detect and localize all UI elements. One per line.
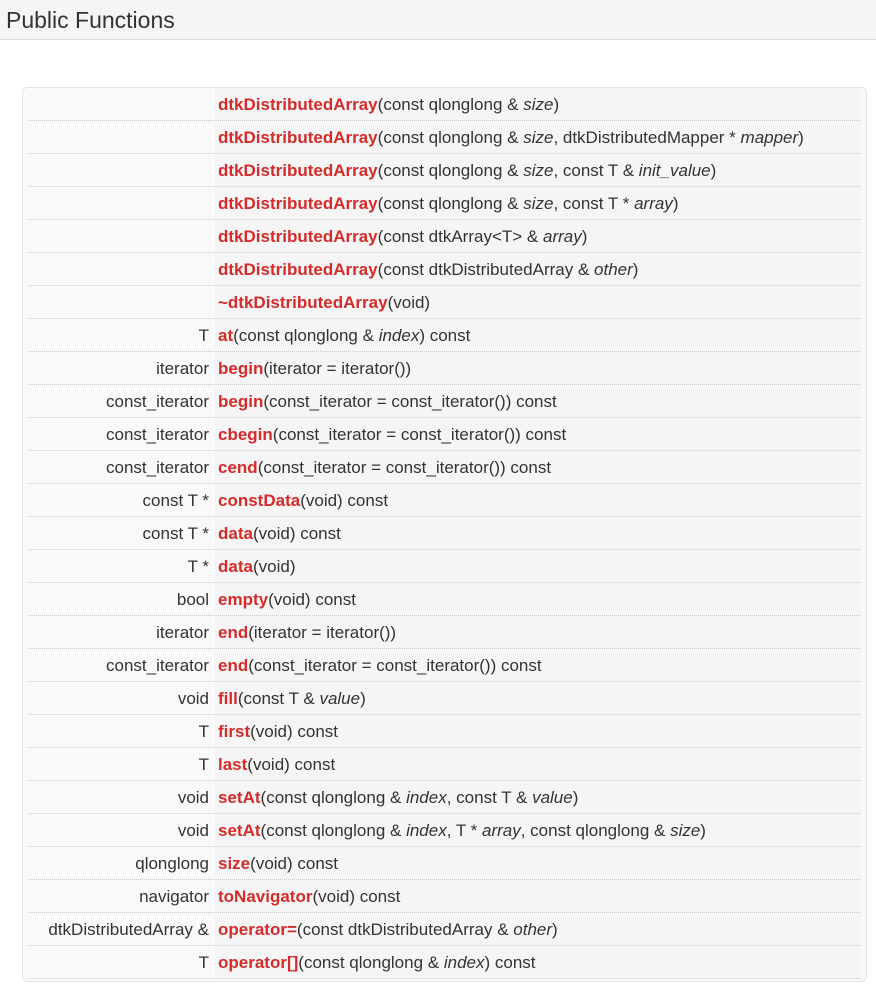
function-row	[28, 748, 861, 781]
function-signature	[213, 748, 861, 780]
function-arguments	[393, 293, 430, 312]
function-arguments	[254, 623, 396, 642]
function-arguments	[383, 128, 804, 147]
function-arguments	[266, 788, 578, 807]
parameter-name: other	[594, 260, 633, 279]
parameter-type: ) const	[484, 953, 536, 972]
function-row	[28, 319, 861, 352]
function-name-link[interactable]: data	[218, 557, 253, 576]
function-arguments	[259, 524, 341, 543]
function-signature	[213, 781, 861, 813]
parameter-type: void) const	[255, 854, 339, 873]
open-paren: (	[298, 953, 304, 972]
return-type	[28, 88, 213, 120]
parameter-type: const qlonglong &	[303, 953, 444, 972]
function-signature	[213, 187, 861, 219]
return-type: const_iterator	[106, 392, 209, 411]
function-name-link[interactable]: constData	[218, 491, 301, 510]
parameter-name: other	[513, 920, 553, 939]
function-row	[28, 781, 861, 814]
parameter-type: )	[798, 128, 804, 147]
function-signature	[213, 550, 861, 582]
open-paren: (	[248, 656, 254, 675]
function-row	[28, 286, 861, 319]
function-name-link[interactable]: dtkDistributedArray	[218, 128, 378, 147]
function-signature	[213, 484, 861, 516]
function-name-link[interactable]: dtkDistributedArray	[218, 227, 378, 246]
function-name-link[interactable]: begin	[218, 359, 264, 378]
open-paren: (	[377, 95, 384, 114]
parameter-name: size	[523, 128, 554, 147]
parameter-type: const qlonglong &	[238, 326, 379, 345]
function-name-link[interactable]: setAt	[218, 788, 261, 807]
function-arguments	[303, 920, 558, 939]
parameter-type: const_iterator = const_iterator()) const	[278, 425, 567, 444]
function-arguments	[256, 854, 338, 873]
function-row	[28, 847, 861, 880]
function-arguments	[253, 755, 335, 774]
parameter-type: , const T &	[553, 161, 639, 180]
parameter-type: const T &	[243, 689, 320, 708]
return-type: const_iterator	[106, 458, 209, 477]
parameter-type: void)	[393, 293, 431, 312]
open-paren: (	[263, 359, 270, 378]
parameter-type: iterator = iterator())	[269, 359, 412, 378]
parameter-type: void) const	[318, 887, 401, 906]
parameter-name: init_value	[638, 161, 711, 180]
open-paren: (	[260, 821, 267, 840]
return-type: T	[198, 953, 209, 972]
function-arguments	[259, 557, 296, 576]
return-type: const T *	[142, 524, 209, 543]
open-paren: (	[237, 689, 244, 708]
function-signature	[213, 649, 861, 681]
function-row	[28, 649, 861, 682]
function-arguments	[244, 689, 366, 708]
return-type: const_iterator	[106, 425, 209, 444]
open-paren: (	[268, 590, 274, 609]
parameter-type: , const qlonglong &	[520, 821, 671, 840]
function-row	[28, 451, 861, 484]
function-arguments	[269, 392, 557, 411]
open-paren: (	[300, 491, 306, 510]
function-name-link[interactable]: cbegin	[218, 425, 273, 444]
function-arguments	[383, 95, 559, 114]
function-row	[28, 517, 861, 550]
function-list	[28, 88, 861, 979]
open-paren: (	[377, 161, 384, 180]
parameter-type: const dtkArray<T> &	[383, 227, 543, 246]
return-type: qlonglong	[135, 854, 209, 873]
function-name-link[interactable]: empty	[218, 590, 269, 609]
parameter-type: const dtkDistributedArray &	[302, 920, 514, 939]
function-name-link[interactable]: fill	[218, 689, 238, 708]
open-paren: (	[247, 755, 253, 774]
open-paren: (	[263, 392, 270, 411]
return-type	[28, 220, 213, 252]
function-name-link[interactable]: begin	[218, 392, 264, 411]
function-name-link[interactable]: at	[218, 326, 234, 345]
open-paren: (	[377, 260, 384, 279]
function-row	[28, 946, 861, 979]
parameter-type: )	[632, 260, 639, 279]
return-type	[28, 154, 213, 186]
return-type: T	[198, 326, 209, 345]
function-signature	[213, 88, 861, 120]
parameter-type: const qlonglong &	[383, 95, 524, 114]
parameter-type: const qlonglong &	[383, 128, 524, 147]
function-row	[28, 550, 861, 583]
function-row	[28, 682, 861, 715]
parameter-name: size	[523, 194, 554, 213]
function-arguments	[239, 326, 471, 345]
function-signature	[213, 286, 861, 318]
function-row	[28, 352, 861, 385]
open-paren: (	[248, 623, 254, 642]
parameter-type: )	[552, 920, 558, 939]
parameter-type: const dtkDistributedArray &	[383, 260, 595, 279]
function-name-link[interactable]: dtkDistributedArray	[218, 260, 378, 279]
parameter-type: ) const	[419, 326, 471, 345]
open-paren: (	[260, 788, 267, 807]
parameter-type: const_iterator = const_iterator()) const	[253, 656, 542, 675]
function-signature	[213, 385, 861, 417]
function-arguments	[383, 194, 678, 213]
open-paren: (	[377, 128, 384, 147]
open-paren: (	[312, 887, 319, 906]
function-arguments	[256, 722, 338, 741]
function-arguments	[306, 491, 388, 510]
function-row	[28, 121, 861, 154]
parameter-type: )	[553, 95, 560, 114]
section-title: Public Functions	[6, 7, 175, 33]
return-type: const T *	[142, 491, 209, 510]
parameter-type: const_iterator = const_iterator()) const	[269, 392, 557, 411]
function-arguments	[318, 887, 400, 906]
parameter-name: size	[523, 161, 554, 180]
function-signature	[213, 253, 861, 285]
parameter-type: )	[672, 194, 679, 213]
function-name-link[interactable]: last	[218, 755, 248, 774]
function-signature	[213, 121, 861, 153]
function-row	[28, 418, 861, 451]
return-type: iterator	[156, 359, 209, 378]
function-arguments	[274, 590, 356, 609]
parameter-name: array	[482, 821, 521, 840]
function-signature	[213, 715, 861, 747]
open-paren: (	[296, 920, 303, 939]
function-signature	[213, 616, 861, 648]
return-type: T	[198, 755, 209, 774]
parameter-name: index	[443, 953, 485, 972]
section-header	[0, 0, 876, 40]
open-paren: (	[252, 557, 259, 576]
function-signature	[213, 814, 861, 846]
parameter-name: size	[523, 95, 554, 114]
function-arguments	[304, 953, 536, 972]
parameter-type: const qlonglong &	[266, 821, 407, 840]
parameter-type: , T *	[446, 821, 482, 840]
function-name-link[interactable]: operator=	[218, 920, 297, 939]
parameter-type: const qlonglong &	[383, 161, 524, 180]
parameter-type: , const T &	[446, 788, 533, 807]
parameter-type: const qlonglong &	[266, 788, 407, 807]
function-name-link[interactable]: end	[218, 656, 249, 675]
function-row	[28, 583, 861, 616]
function-arguments	[383, 161, 716, 180]
return-type: dtkDistributedArray &	[48, 920, 209, 939]
function-row	[28, 253, 861, 286]
function-signature	[213, 583, 861, 615]
open-paren: (	[272, 425, 279, 444]
function-signature	[213, 880, 861, 912]
parameter-type: void) const	[273, 590, 356, 609]
parameter-name: index	[406, 821, 447, 840]
parameter-type: const_iterator = const_iterator()) const	[263, 458, 552, 477]
function-arguments	[266, 821, 706, 840]
return-type: iterator	[156, 623, 209, 642]
function-row	[28, 187, 861, 220]
function-signature	[213, 913, 861, 945]
parameter-type: )	[700, 821, 706, 840]
function-name-link[interactable]: setAt	[218, 821, 261, 840]
function-row	[28, 880, 861, 913]
return-type: T	[198, 722, 209, 741]
parameter-type: const qlonglong &	[383, 194, 524, 213]
open-paren: (	[257, 458, 264, 477]
return-type: void	[177, 788, 209, 807]
function-signature	[213, 220, 861, 252]
open-paren: (	[250, 854, 256, 873]
open-paren: (	[377, 194, 384, 213]
open-paren: (	[387, 293, 394, 312]
function-name-link[interactable]: data	[218, 524, 253, 543]
function-row	[28, 484, 861, 517]
function-name-link[interactable]: first	[218, 722, 251, 741]
function-signature	[213, 352, 861, 384]
function-arguments	[383, 260, 638, 279]
parameter-name: mapper	[740, 128, 799, 147]
function-arguments	[263, 458, 551, 477]
function-name-link[interactable]: size	[218, 854, 251, 873]
function-row	[28, 385, 861, 418]
parameter-type: void) const	[255, 722, 338, 741]
parameter-name: array	[634, 194, 673, 213]
function-signature	[213, 319, 861, 351]
function-signature	[213, 154, 861, 186]
function-row	[28, 715, 861, 748]
return-type	[28, 121, 213, 153]
function-arguments	[383, 227, 587, 246]
return-type: void	[177, 821, 209, 840]
parameter-name: index	[378, 326, 420, 345]
parameter-type: iterator = iterator())	[253, 623, 397, 642]
parameter-name: size	[670, 821, 701, 840]
function-name-link[interactable]: dtkDistributedArray	[218, 194, 378, 213]
function-signature	[213, 847, 861, 879]
parameter-type: void) const	[258, 524, 341, 543]
parameter-type: )	[710, 161, 717, 180]
function-signature	[213, 517, 861, 549]
function-name-link[interactable]: ~dtkDistributedArray	[218, 293, 388, 312]
function-signature	[213, 682, 861, 714]
parameter-type: )	[572, 788, 579, 807]
function-name-link[interactable]: dtkDistributedArray	[218, 95, 378, 114]
function-row	[28, 88, 861, 121]
parameter-name: array	[543, 227, 582, 246]
function-signature	[213, 418, 861, 450]
open-paren: (	[377, 227, 384, 246]
parameter-type: void) const	[252, 755, 336, 774]
open-paren: (	[233, 326, 239, 345]
function-arguments	[269, 359, 411, 378]
parameter-name: value	[319, 689, 361, 708]
return-type	[28, 286, 213, 318]
return-type: navigator	[139, 887, 209, 906]
open-paren: (	[252, 524, 259, 543]
return-type	[28, 187, 213, 219]
parameter-type: void) const	[305, 491, 389, 510]
return-type: T *	[187, 557, 209, 576]
function-name-link[interactable]: operator[]	[218, 953, 299, 972]
open-paren: (	[250, 722, 256, 741]
return-type: bool	[176, 590, 209, 609]
function-signature	[213, 451, 861, 483]
function-name-link[interactable]: end	[218, 623, 249, 642]
parameter-name: index	[406, 788, 447, 807]
return-type	[28, 253, 213, 285]
function-arguments	[254, 656, 542, 675]
function-name-link[interactable]: cend	[218, 458, 258, 477]
function-row	[28, 913, 861, 946]
parameter-type: void)	[258, 557, 296, 576]
function-signature	[213, 946, 861, 978]
function-row	[28, 616, 861, 649]
parameter-type: , dtkDistributedMapper *	[553, 128, 741, 147]
function-arguments	[278, 425, 566, 444]
parameter-name: value	[532, 788, 573, 807]
parameter-type: )	[360, 689, 366, 708]
return-type: const_iterator	[106, 656, 209, 675]
function-row	[28, 220, 861, 253]
parameter-type: , const T *	[553, 194, 635, 213]
member-functions-table	[22, 87, 867, 982]
function-row	[28, 814, 861, 847]
return-type: void	[177, 689, 209, 708]
function-row	[28, 154, 861, 187]
function-name-link[interactable]: dtkDistributedArray	[218, 161, 378, 180]
function-name-link[interactable]: toNavigator	[218, 887, 313, 906]
parameter-type: )	[581, 227, 588, 246]
